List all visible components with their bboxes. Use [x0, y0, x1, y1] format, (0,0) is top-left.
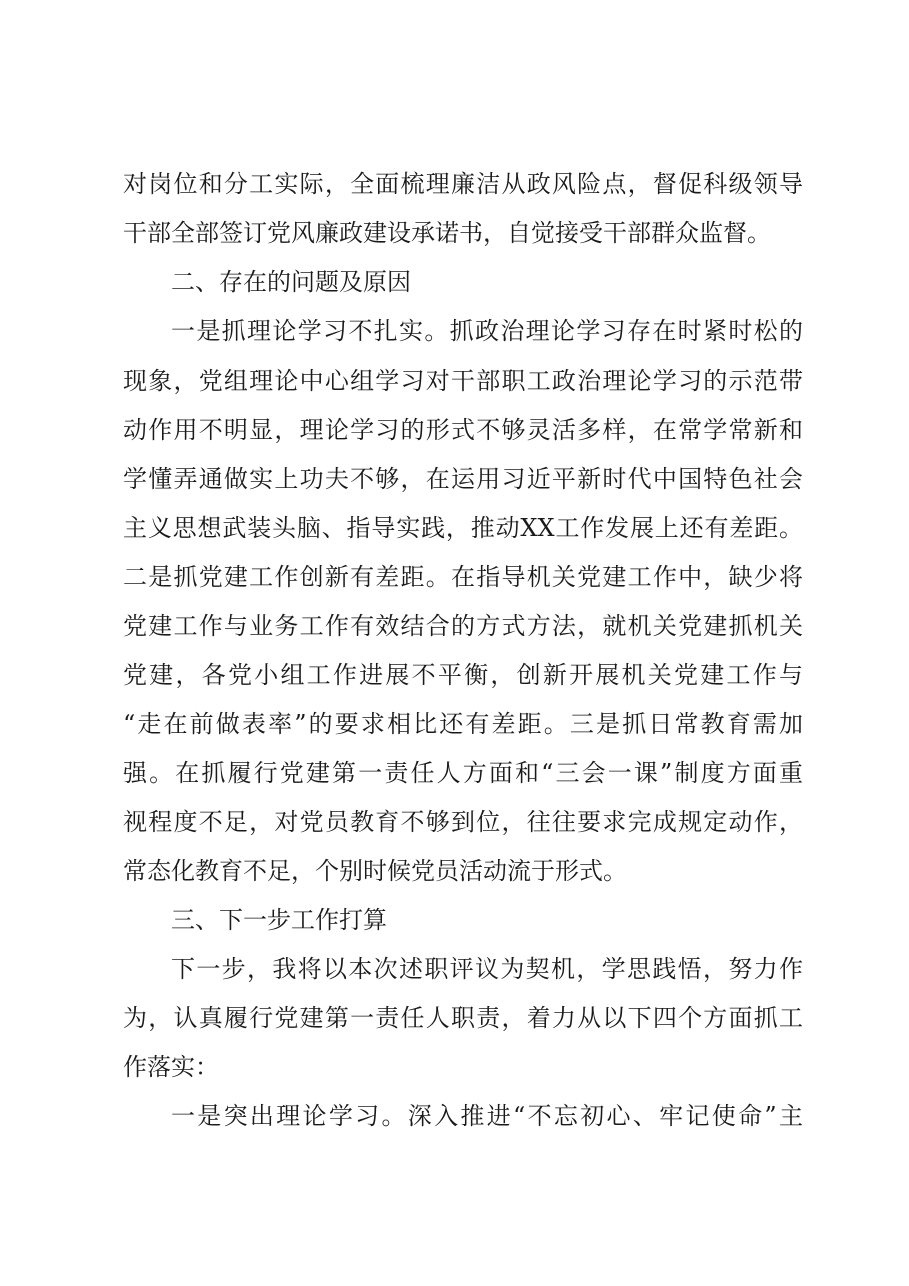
paragraph-line: 下一步，我将以本次述职评议为契机，学思践悟，努力作 [171, 955, 803, 983]
paragraph-line: 常态化教育不足，个别时候党员活动流于形式。 [123, 857, 627, 885]
paragraph-line: 党建工作与业务工作有效结合的方式方法，就机关党建抓机关 [123, 612, 803, 640]
paragraph-line: 动作用不明显，理论学习的形式不够灵活多样，在常学常新和 [123, 416, 803, 444]
paragraph-line: 为，认真履行党建第一责任人职责，着力从以下四个方面抓工 [123, 1004, 803, 1032]
paragraph-line: 视程度不足，对党员教育不够到位，往往要求完成规定动作， [123, 808, 803, 836]
paragraph-line: 党建，各党小组工作进展不平衡，创新开展机关党建工作与 [123, 661, 803, 689]
section-heading: 三、下一步工作打算 [171, 906, 387, 934]
paragraph-line: 一是突出理论学习。深入推进“不忘初心、牢记使命”主 [171, 1102, 803, 1130]
section-heading: 二、存在的问题及原因 [171, 268, 411, 296]
paragraph-line: 主义思想武装头脑、指导实践，推动XX工作发展上还有差距。 [123, 514, 803, 542]
paragraph-line: 对岗位和分工实际，全面梳理廉洁从政风险点，督促科级领导 [123, 170, 803, 198]
paragraph-line: 干部全部签订党风廉政建设承诺书，自觉接受干部群众监督。 [123, 219, 771, 247]
paragraph-line: “走在前做表率”的要求相比还有差距。三是抓日常教育需加 [123, 710, 803, 738]
paragraph-line: 二是抓党建工作创新有差距。在指导机关党建工作中，缺少将 [123, 563, 803, 591]
paragraph-line: 学懂弄通做实上功夫不够，在运用习近平新时代中国特色社会 [123, 465, 803, 493]
paragraph-line: 作落实： [123, 1053, 219, 1081]
paragraph-line: 现象，党组理论中心组学习对干部职工政治理论学习的示范带 [123, 367, 803, 395]
paragraph-line: 强。在抓履行党建第一责任人方面和“三会一课”制度方面重 [123, 759, 803, 787]
paragraph-line: 一是抓理论学习不扎实。抓政治理论学习存在时紧时松的 [171, 317, 803, 345]
